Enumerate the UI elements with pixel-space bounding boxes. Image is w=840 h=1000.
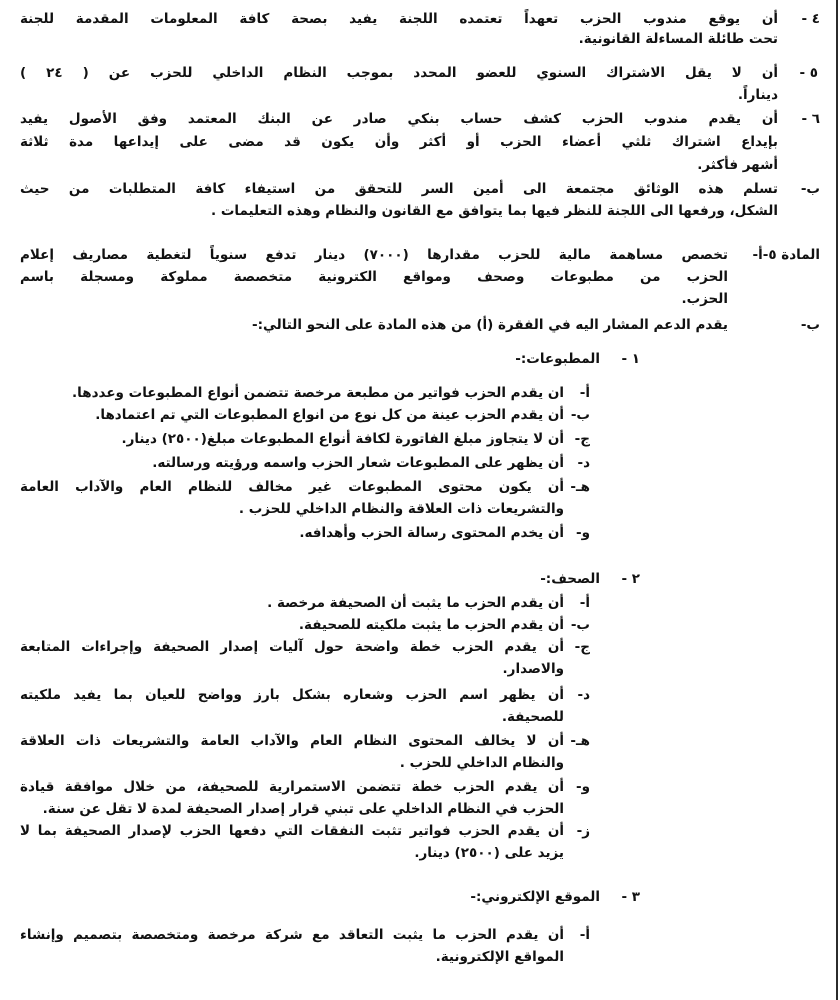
sec2-item-d-label: د- — [577, 687, 590, 703]
section-1-heading: المطبوعات:- — [515, 351, 600, 367]
sec1-item-e-line-1: أن يكون محتوى المطبوعات غير مخالف للنظام العام والآداب العامة — [20, 479, 564, 495]
sec2-item-f-line-2: الحزب في النظام الداخلي على تبني قرار إصدار الصحيفة لمدة لا تقل عن سنة. — [42, 801, 564, 817]
section-3-number: ٣ - — [621, 889, 640, 905]
article-5-b-label: ب- — [800, 317, 820, 333]
sec2-item-g-line-2: يزيد على (٢٥٠٠) دينار. — [414, 845, 564, 861]
sec2-item-d-line-1: أن يظهر اسم الحزب وشعاره بشكل بارز وواضح للعيان بما يفيد ملكيته — [20, 687, 564, 703]
section-3-heading: الموقع الإلكتروني:- — [470, 889, 600, 905]
para-b-label: ب- — [800, 181, 820, 197]
section-2-number: ٢ - — [621, 571, 640, 587]
item-6-line-2: بإيداع اشتراك ثلثي أعضاء الحزب أو أكثر وأن يكون قد مضى على إيداعها مدة ثلاثة — [20, 134, 778, 150]
article-5-line-1: تخصص مساهمة مالية للحزب مقدارها (٧٠٠٠) دينار تدفع سنوياً لتغطية مصاريف إعلام — [20, 247, 728, 263]
sec2-item-g-line-1: أن يقدم الحزب فواتير تثبت النفقات التي دفعها الحزب لإصدار الصحيفة بما لا — [20, 823, 564, 839]
sec1-item-a-text: ان يقدم الحزب فواتير من مطبعة مرخصة تتضمن أنواع المطبوعات وعددها. — [72, 385, 564, 401]
para-b-line-2: الشكل، ورفعها الى اللجنة للنظر فيها بما يتوافق مع القانون والنظام وهذه التعليمات . — [210, 203, 778, 219]
sec2-item-f-label: و- — [576, 779, 590, 795]
section-1-number: ١ - — [621, 351, 640, 367]
sec1-item-d-label: د- — [577, 455, 590, 471]
sec2-item-g-label: ز- — [576, 823, 590, 839]
sec1-item-d-text: أن يظهر على المطبوعات شعار الحزب واسمه ورؤيته ورسالته. — [152, 455, 564, 471]
item-5-label: ٥ - — [799, 65, 818, 81]
item-6-label: ٦ - — [801, 111, 820, 127]
sec2-item-e-line-2: والنظام الداخلي للحزب . — [399, 755, 564, 771]
article-5-line-2: الحزب من مطبوعات وصحف ومواقع الكترونية متخصصة مملوكة ومسجلة باسم — [20, 269, 728, 285]
sec2-item-c-line-1: أن يقدم الحزب خطة واضحة حول آليات إصدار الصحيفة وإجراءات المتابعة — [20, 639, 564, 655]
sec1-item-b-label: ب- — [570, 407, 590, 423]
item-5-line-2: ديناراً. — [737, 87, 778, 103]
sec3-item-a-line-2: المواقع الإلكترونية. — [435, 949, 564, 965]
item-4-line-1: أن يوقع مندوب الحزب تعهداً تعتمده اللجنة يفيد بصحة كافة المعلومات المقدمة للجنة — [20, 11, 778, 27]
sec2-item-b-text: أن يقدم الحزب ما يثبت ملكيته للصحيفة. — [298, 617, 564, 633]
sec1-item-a-label: أ- — [579, 385, 590, 401]
sec2-item-d-line-2: للصحيفة. — [501, 709, 564, 725]
sec2-item-a-text: أن يقدم الحزب ما يثبت أن الصحيفة مرخصة . — [267, 595, 564, 611]
sec1-item-f-text: أن يخدم المحتوى رسالة الحزب وأهدافه. — [299, 525, 564, 541]
sec2-item-a-label: أ- — [579, 595, 590, 611]
item-5-line-1: أن لا يقل الاشتراك السنوي للعضو المحدد بموجب النظام الداخلي للحزب عن ( ٢٤ ) — [20, 65, 778, 81]
article-5-b-text: يقدم الدعم المشار اليه في الفقرة (أ) من هذه المادة على النحو التالي:- — [251, 317, 728, 333]
sec1-item-c-label: ج- — [574, 431, 590, 447]
sec2-item-e-line-1: أن لا يخالف المحتوى النظام العام والآداب العامة والتشريعات ذات العلاقة — [20, 733, 564, 749]
para-b-line-1: تسلم هذه الوثائق مجتمعة الى أمين السر للتحقق من استيفاء كافة المتطلبات من حيث — [20, 181, 778, 197]
sec2-item-f-line-1: أن يقدم الحزب خطة تتضمن الاستمرارية للصحيفة، من خلال موافقة قيادة — [20, 779, 564, 795]
item-6-line-1: أن يقدم مندوب الحزب كشف حساب بنكي صادر عن البنك المعتمد وفق الأصول يفيد — [20, 111, 778, 127]
sec1-item-c-text: أن لا يتجاوز مبلغ الفاتورة لكافة أنواع المطبوعات مبلغ(٢٥٠٠) دينار. — [121, 431, 564, 447]
sec3-item-a-line-1: أن يقدم الحزب ما يثبت التعاقد مع شركة مرخصة ومتخصصة بتصميم وإنشاء — [20, 927, 564, 943]
sec2-item-c-label: ج- — [574, 639, 590, 655]
sec2-item-e-label: هـ- — [570, 733, 590, 749]
article-5-label: المادة ٥-أ- — [752, 247, 820, 263]
sec1-item-e-line-2: والتشريعات ذات العلاقة والنظام الداخلي للحزب . — [238, 501, 564, 517]
sec1-item-e-label: هـ- — [570, 479, 590, 495]
sec1-item-f-label: و- — [576, 525, 590, 541]
item-4-label: ٤ - — [801, 11, 820, 27]
sec2-item-b-label: ب- — [570, 617, 590, 633]
article-5-line-3: الحزب. — [681, 291, 728, 307]
sec1-item-b-text: أن يقدم الحزب عينة من كل نوع من انواع المطبوعات التي تم اعتمادها. — [95, 407, 564, 423]
section-2-heading: الصحف:- — [540, 571, 600, 587]
page-edge-divider — [836, 0, 838, 1000]
sec3-item-a-label: أ- — [579, 927, 590, 943]
sec2-item-c-line-2: والاصدار. — [502, 661, 564, 677]
item-4-line-2: تحت طائلة المساءلة القانونية. — [578, 31, 778, 47]
item-6-line-3: أشهر فأكثر. — [697, 157, 778, 173]
